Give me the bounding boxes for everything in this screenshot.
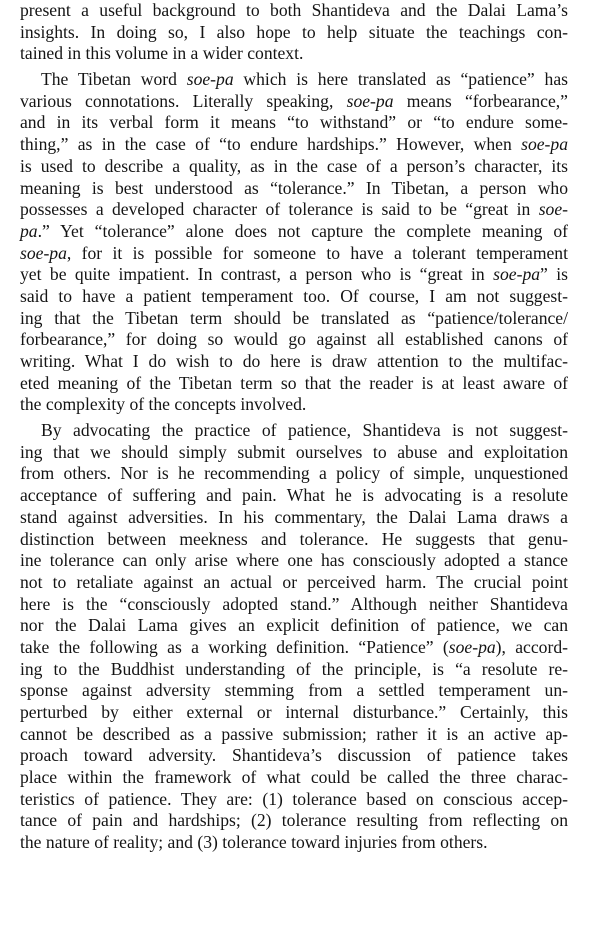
text-line: forbearance,” for doing so would go against all established canons of xyxy=(20,329,568,350)
text-line: soe-pa, for it is possible for someone to have a tolerant temperament xyxy=(20,242,568,263)
text-line: yet be quite impatient. In contrast, a person who is “great in soe-pa” is xyxy=(20,264,568,285)
text-line: cannot be described as a passive submission; rather it is an active ap- xyxy=(20,723,568,744)
text-line: tained in this volume in a wider context. xyxy=(20,43,304,64)
text-line: ine tolerance can only arise where one has consciously adopted a stance xyxy=(20,550,568,571)
text-line: insights. In doing so, I also hope to help situate the teachings con- xyxy=(20,21,568,42)
text-line: teristics of patience. They are: (1) tolerance based on conscious accep- xyxy=(20,788,568,809)
text-line: perturbed by either external or internal disturbance.” Certainly, this xyxy=(20,702,568,722)
text-line: proach toward adversity. Shantideva’s discussion of patience takes xyxy=(20,745,568,766)
text-line: here is the “consciously adopted stand.” Although neither Shantideva xyxy=(20,593,568,614)
text-line: said to have a patient temperament too. Of course, I am not suggest- xyxy=(20,285,568,306)
text-line: take the following as a working definition. “Patience” (soe-pa), accord- xyxy=(20,636,568,657)
text-line: The Tibetan word soe-pa which is here translated as “patience” has xyxy=(41,69,568,90)
book-page xyxy=(20,0,568,854)
text-line: the nature of reality; and (3) tolerance toward injuries from others. xyxy=(20,832,488,853)
text-line: tance of pain and hardships; (2) tolerance resulting from reflecting on xyxy=(20,810,568,831)
paragraph-soe-pa-meaning xyxy=(20,69,568,416)
text-line: pa.” Yet “tolerance” alone does not capture the complete meaning of xyxy=(20,220,568,241)
text-line: ing that the Tibetan term should be translated as “patience/tolerance/ xyxy=(20,307,568,328)
text-line: ing to the Buddhist understanding of the principle, is “a resolute re- xyxy=(20,658,568,679)
text-line: possesses a developed character of tolerance is said to be “great in soe- xyxy=(20,199,568,220)
text-line: present a useful background to both Shantideva and the Dalai Lama’s xyxy=(20,0,568,20)
text-line: place within the framework of what could be called the three charac- xyxy=(20,767,568,788)
text-line: By advocating the practice of patience, Shantideva is not suggest- xyxy=(41,420,568,441)
paragraph-intro xyxy=(20,0,568,65)
text-line: sponse against adversity stemming from a settled temperament un- xyxy=(20,680,568,701)
text-line: and in its verbal form it means “to withstand” or “to endure some- xyxy=(20,112,568,133)
text-line: acceptance of suffering and pain. What he is advocating is a resolute xyxy=(20,485,568,506)
text-line: the complexity of the concepts involved. xyxy=(20,394,307,415)
text-line: eted meaning of the Tibetan term so that the reader is at least aware of xyxy=(20,372,568,393)
text-line: meaning is best understood as “tolerance.” In Tibetan, a person who xyxy=(20,177,568,198)
text-line: stand against adversities. In his commentary, the Dalai Lama draws a xyxy=(20,506,568,527)
paragraph-patience-definition xyxy=(20,420,568,854)
text-line: ing that we should simply submit ourselves to abuse and exploitation xyxy=(20,441,568,462)
text-line: nor the Dalai Lama gives an explicit definition of patience, we can xyxy=(20,615,568,636)
text-line: is used to describe a quality, as in the case of a person’s character, its xyxy=(20,155,568,176)
text-line: from others. Nor is he recommending a policy of simple, unquestioned xyxy=(20,463,568,484)
text-line: not to retaliate against an actual or perceived harm. The crucial point xyxy=(20,571,568,592)
text-line: writing. What I do wish to do here is draw attention to the multifac- xyxy=(20,351,568,371)
text-line: various connotations. Literally speaking, soe-pa means “forbearance,” xyxy=(20,90,568,111)
text-line: distinction between meekness and tolerance. He suggests that genu- xyxy=(20,528,568,549)
text-line: thing,” as in the case of “to endure hardships.” However, when soe-pa xyxy=(20,134,568,155)
